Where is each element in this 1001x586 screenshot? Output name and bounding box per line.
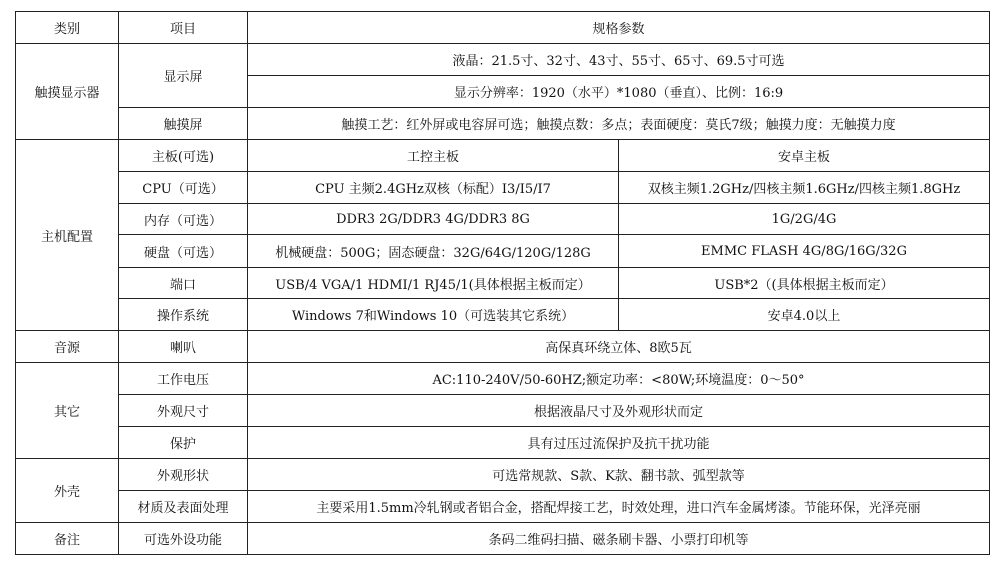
spec-resolution: 显示分辨率：1920（水平）*1080（垂直）、比例：16:9 — [248, 76, 990, 108]
category-other: 其它 — [16, 363, 119, 459]
spec-mainboard-android: 安卓主板 — [619, 140, 990, 172]
item-screen: 显示屏 — [119, 44, 248, 108]
item-cpu: CPU（可选） — [119, 172, 248, 204]
category-remarks: 备注 — [16, 523, 119, 555]
spec-storage-android: EMMC FLASH 4G/8G/16G/32G — [619, 235, 990, 268]
spec-ports-industrial: USB/4 VGA/1 HDMI/1 RJ45/1(具体根据主板而定） — [248, 268, 619, 299]
category-shell: 外壳 — [16, 459, 119, 523]
table-row — [16, 204, 990, 235]
item-memory: 内存（可选） — [119, 204, 248, 235]
item-os: 操作系统 — [119, 299, 248, 331]
spec-shape: 可选常规款、S款、K款、翻书款、弧型款等 — [248, 459, 990, 491]
spec-touch: 触摸工艺：红外屏或电容屏可选；触摸点数：多点；表面硬度：莫氏7级；触摸力度：无触摸力度 — [248, 108, 990, 140]
table-row — [16, 363, 990, 395]
header-spec: 规格参数 — [248, 12, 990, 44]
spec-dimensions: 根据液晶尺寸及外观形状而定 — [248, 395, 990, 427]
header-category: 类别 — [16, 12, 119, 44]
item-shape: 外观形状 — [119, 459, 248, 491]
table-row — [16, 235, 990, 268]
table-row — [16, 299, 990, 331]
spec-ports-android: USB*2（(具体根据主板而定） — [619, 268, 990, 299]
spec-cpu-android: 双核主频1.2GHz/四核主频1.6GHz/四核主频1.8GHz — [619, 172, 990, 204]
spec-cpu-industrial: CPU 主频2.4GHz双核（标配）I3/I5/I7 — [248, 172, 619, 204]
spec-peripherals: 条码二维码扫描、磁条刷卡器、小票打印机等 — [248, 523, 990, 555]
item-peripherals: 可选外设功能 — [119, 523, 248, 555]
spec-storage-industrial: 机械硬盘：500G；固态硬盘：32G/64G/120G/128G — [248, 235, 619, 268]
item-voltage: 工作电压 — [119, 363, 248, 395]
spec-speaker: 高保真环绕立体、8欧5瓦 — [248, 331, 990, 363]
table-row — [16, 459, 990, 491]
item-storage: 硬盘（可选） — [119, 235, 248, 268]
table-row — [16, 172, 990, 204]
item-mainboard: 主板(可选) — [119, 140, 248, 172]
table-row — [16, 268, 990, 299]
spec-os-industrial: Windows 7和Windows 10（可选装其它系统） — [248, 299, 619, 331]
item-dimensions: 外观尺寸 — [119, 395, 248, 427]
category-audio: 音源 — [16, 331, 119, 363]
spec-os-android: 安卓4.0以上 — [619, 299, 990, 331]
table-row — [16, 491, 990, 523]
header-row — [16, 12, 990, 44]
spec-sheet — [15, 11, 989, 555]
table-row — [16, 140, 990, 172]
spec-material: 主要采用1.5mm冷轧钢或者铝合金，搭配焊接工艺，时效处理，进口汽车金属烤漆。节能环保，光泽亮丽 — [248, 491, 990, 523]
item-touch: 触摸屏 — [119, 108, 248, 140]
category-host: 主机配置 — [16, 140, 119, 331]
table-row — [16, 44, 990, 76]
spec-memory-industrial: DDR3 2G/DDR3 4G/DDR3 8G — [248, 204, 619, 235]
table-row — [16, 108, 990, 140]
spec-mainboard-industrial: 工控主板 — [248, 140, 619, 172]
spec-lcd: 液晶：21.5寸、32寸、43寸、55寸、65寸、69.5寸可选 — [248, 44, 990, 76]
spec-table — [15, 11, 990, 555]
table-row — [16, 523, 990, 555]
item-material: 材质及表面处理 — [119, 491, 248, 523]
spec-memory-android: 1G/2G/4G — [619, 204, 990, 235]
item-protection: 保护 — [119, 427, 248, 459]
item-ports: 端口 — [119, 268, 248, 299]
spec-protection: 具有过压过流保护及抗干扰功能 — [248, 427, 990, 459]
item-speaker: 喇叭 — [119, 331, 248, 363]
table-row — [16, 395, 990, 427]
header-item: 项目 — [119, 12, 248, 44]
table-row — [16, 331, 990, 363]
category-touch-display: 触摸显示器 — [16, 44, 119, 140]
spec-voltage: AC:110-240V/50-60HZ;额定功率：<80W;环境温度：0～50° — [248, 363, 990, 395]
table-row — [16, 427, 990, 459]
